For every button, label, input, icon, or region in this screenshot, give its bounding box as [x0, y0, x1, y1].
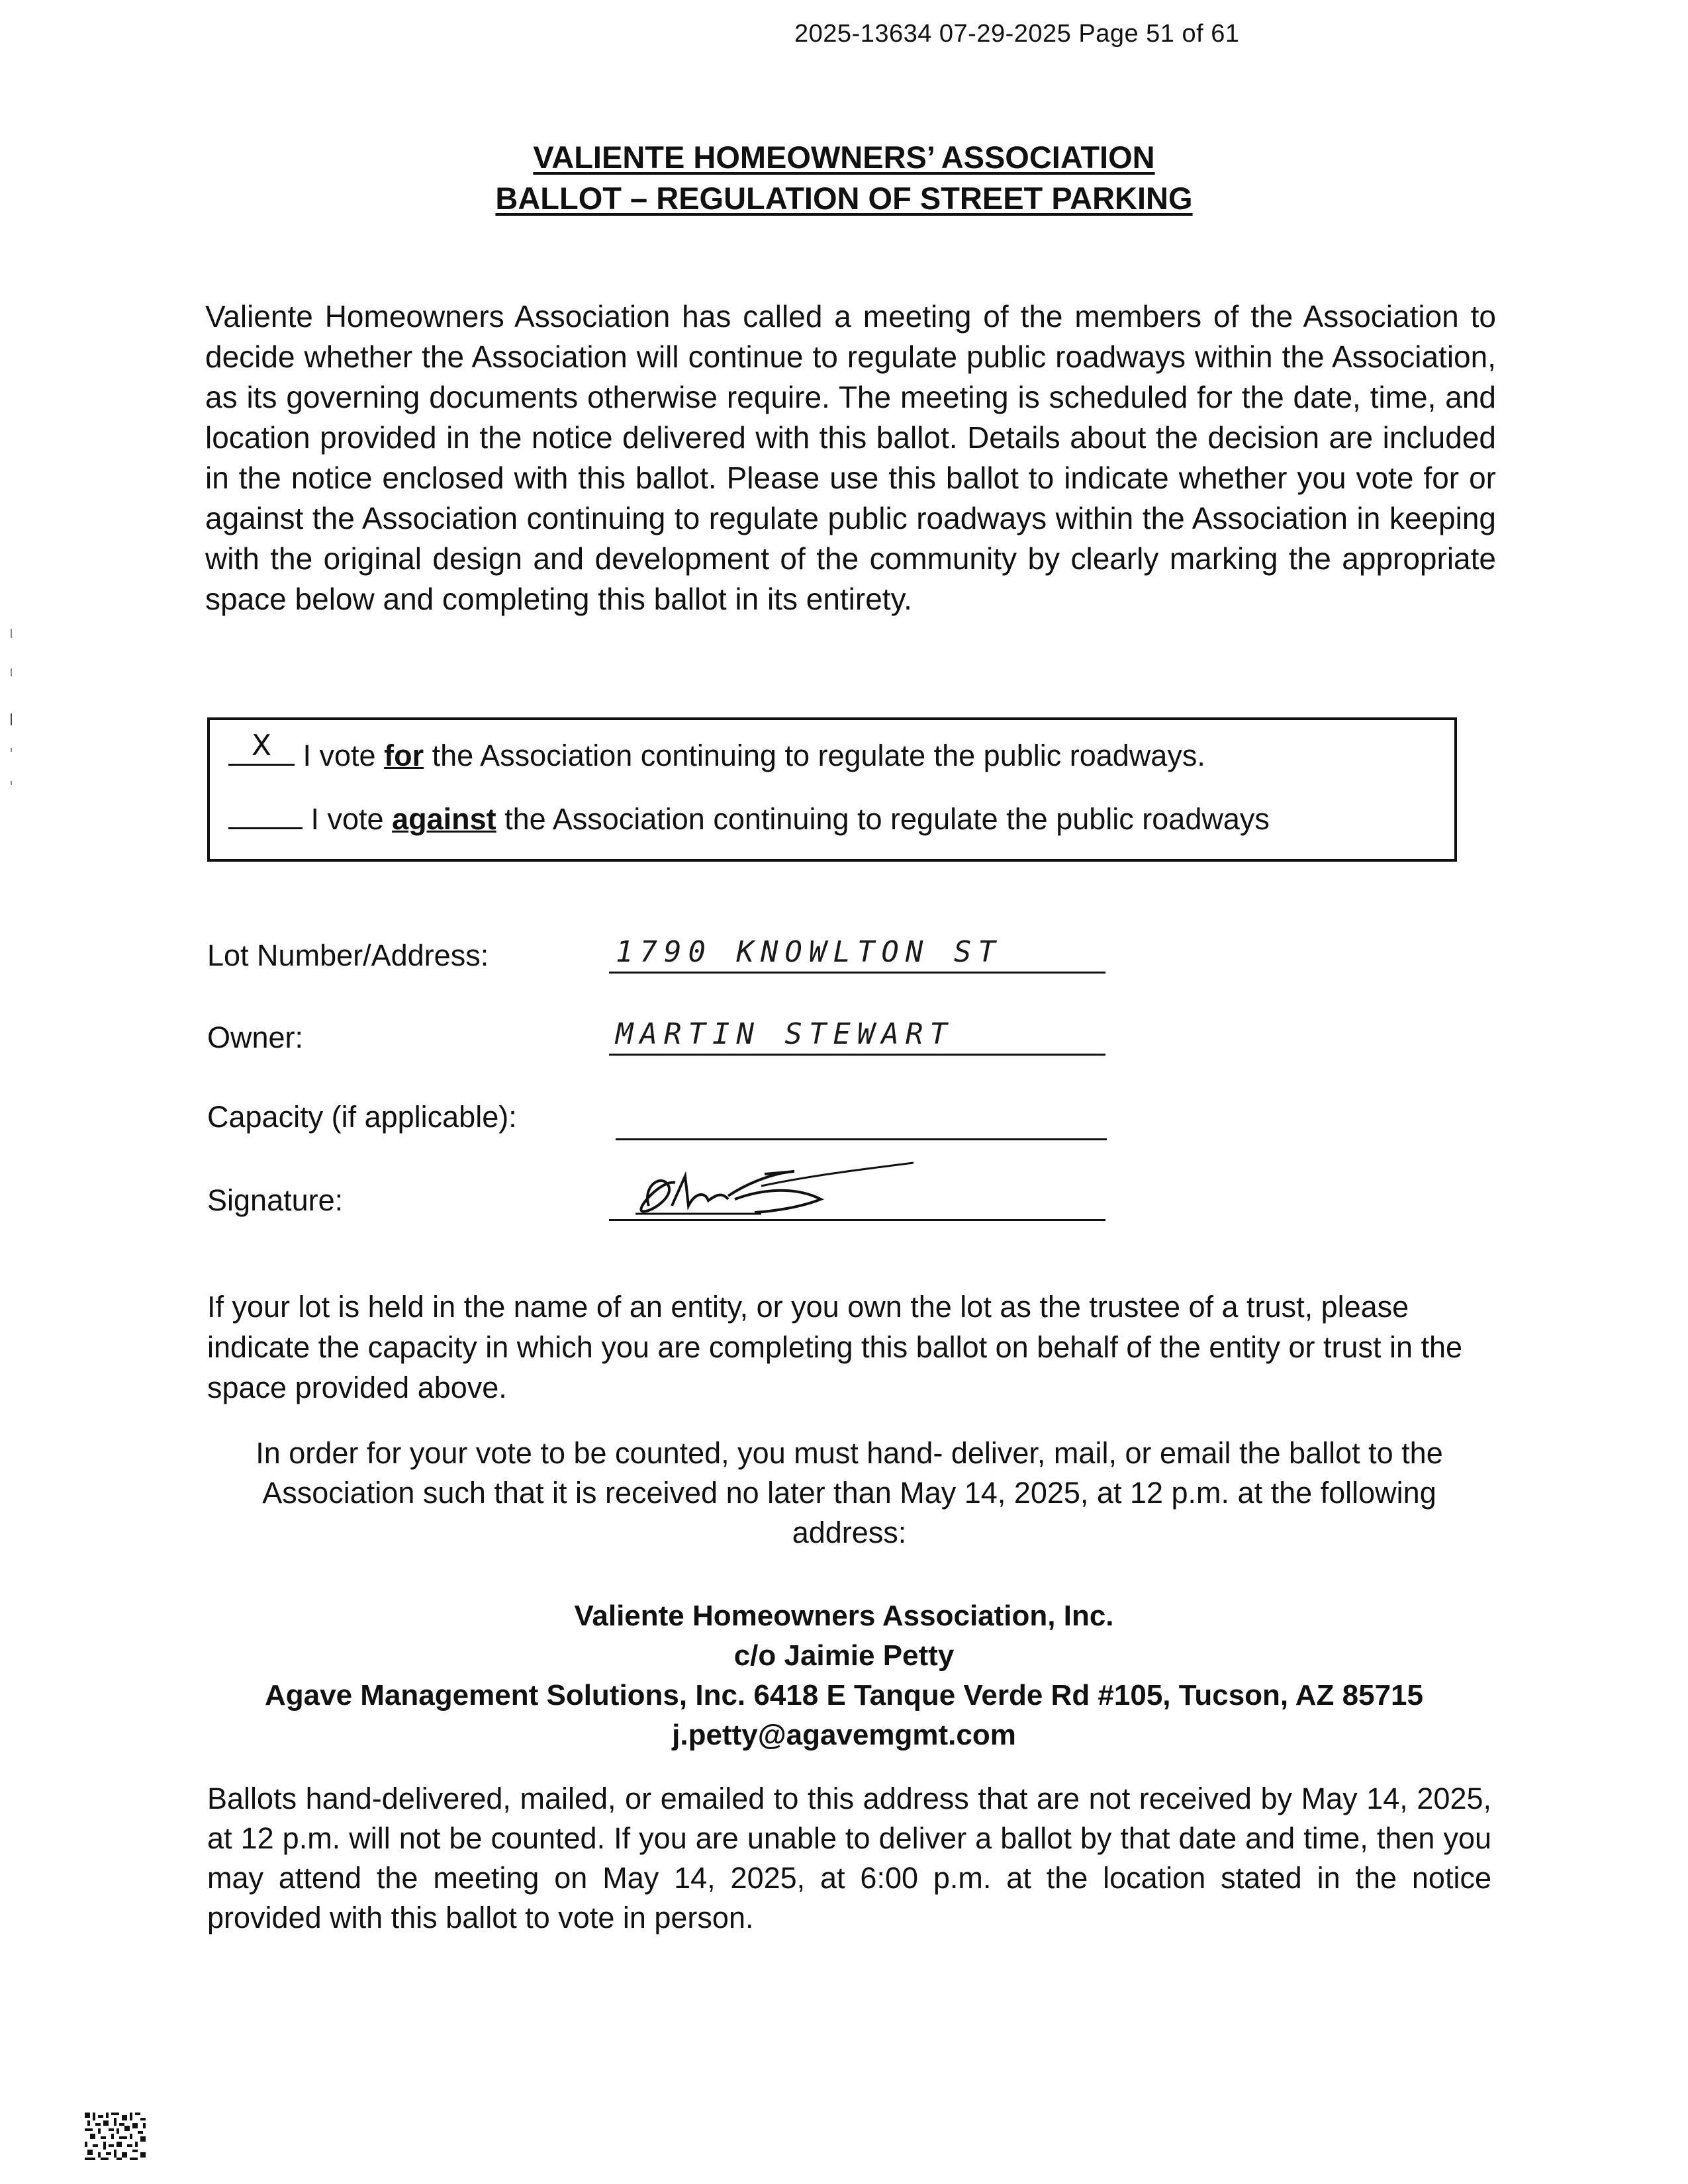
vote-for-mark: X — [251, 729, 272, 762]
address-email[interactable]: j.petty@agavemgmt.com — [672, 1719, 1016, 1751]
signature-field[interactable] — [609, 1171, 1105, 1221]
address-line-3: Agave Management Solutions, Inc. 6418 E Tanque Verde Rd #105, Tucson, AZ 85715 — [265, 1679, 1423, 1711]
address-handwriting: 1790 KNOWLTON ST — [616, 935, 1002, 969]
scan-edge-mark — [11, 748, 12, 752]
address-line-2: c/o Jaimie Petty — [733, 1639, 955, 1672]
address-label: Lot Number/Address: — [207, 938, 489, 972]
scan-edge-mark — [11, 713, 12, 725]
vote-box — [207, 717, 1457, 862]
scan-edge-mark — [11, 781, 12, 785]
vote-against-option — [228, 798, 1270, 837]
scan-edge-mark — [11, 629, 12, 638]
intro-paragraph: Valiente Homeowners Association has called a meeting of the members of the Association to decide whether the Association will continue to regulate public roadways within the Association, as its governing documents otherwise require. The meeting is scheduled for the date, time, and location provided in the notice delivered with this ballot. Details about the decision are included in the notice enclosed with this ballot. Please use this ballot to indicate whether you vote for or against the Association continuing to regulate public roadways within the Association in keeping with the original design and development of the community by clearly marking the appropriate space below and completing this ballot in its entirety. — [205, 299, 1496, 616]
owner-field[interactable] — [609, 1011, 1105, 1056]
association-title: VALIENTE HOMEOWNERS’ ASSOCIATION — [533, 140, 1155, 175]
vote-for-option — [228, 729, 1205, 773]
delivery-note: In order for your vote to be counted, you must hand- deliver, mail, or email the ballot to the Association such that it is received no later than May 14, 2025, at 12 p.m. at the following address: — [256, 1436, 1443, 1549]
vote-for-keyword: for — [384, 739, 424, 772]
vote-for-prefix: I vote — [303, 739, 385, 772]
vote-for-suffix: the Association continuing to regulate the public roadways. — [424, 739, 1205, 772]
address-line-1: Valiente Homeowners Association, Inc. — [574, 1600, 1114, 1632]
capacity-note: If your lot is held in the name of an entity, or you own the lot as the trustee of a trust, please indicate the capacity in which you are completing this ballot on behalf of the entity or trust in the space provided above. — [207, 1290, 1463, 1404]
signature-scribble — [622, 1160, 940, 1219]
vote-against-suffix: the Association continuing to regulate the public roadways — [496, 802, 1270, 836]
owner-handwriting: MARTIN STEWART — [616, 1017, 954, 1051]
signature-label: Signature: — [207, 1183, 344, 1217]
capacity-label: Capacity (if applicable): — [207, 1100, 517, 1134]
scan-edge-mark — [11, 668, 12, 676]
barcode-icon — [85, 2113, 146, 2160]
document-stamp: 2025-13634 07-29-2025 Page 51 of 61 — [794, 20, 1240, 48]
owner-label: Owner: — [207, 1021, 304, 1054]
vote-against-blank[interactable] — [228, 798, 303, 829]
closing-paragraph: Ballots hand-delivered, mailed, or emailed to this address that are not received by May 14, 2025, at 12 p.m. will not be counted. If you are unable to deliver a ballot by that date and time, then you may attend the meeting on May 14, 2025, at 6:00 p.m. at the location stated in the notice provided with this ballot to vote in person. — [207, 1782, 1491, 1934]
mailing-address — [0, 1596, 1688, 1755]
ballot-title: BALLOT – REGULATION OF STREET PARKING — [495, 181, 1193, 216]
capacity-field[interactable] — [616, 1096, 1107, 1140]
vote-against-prefix: I vote — [310, 802, 393, 836]
address-field[interactable] — [609, 929, 1105, 974]
vote-against-keyword: against — [392, 802, 496, 836]
vote-for-blank[interactable] — [228, 729, 295, 766]
